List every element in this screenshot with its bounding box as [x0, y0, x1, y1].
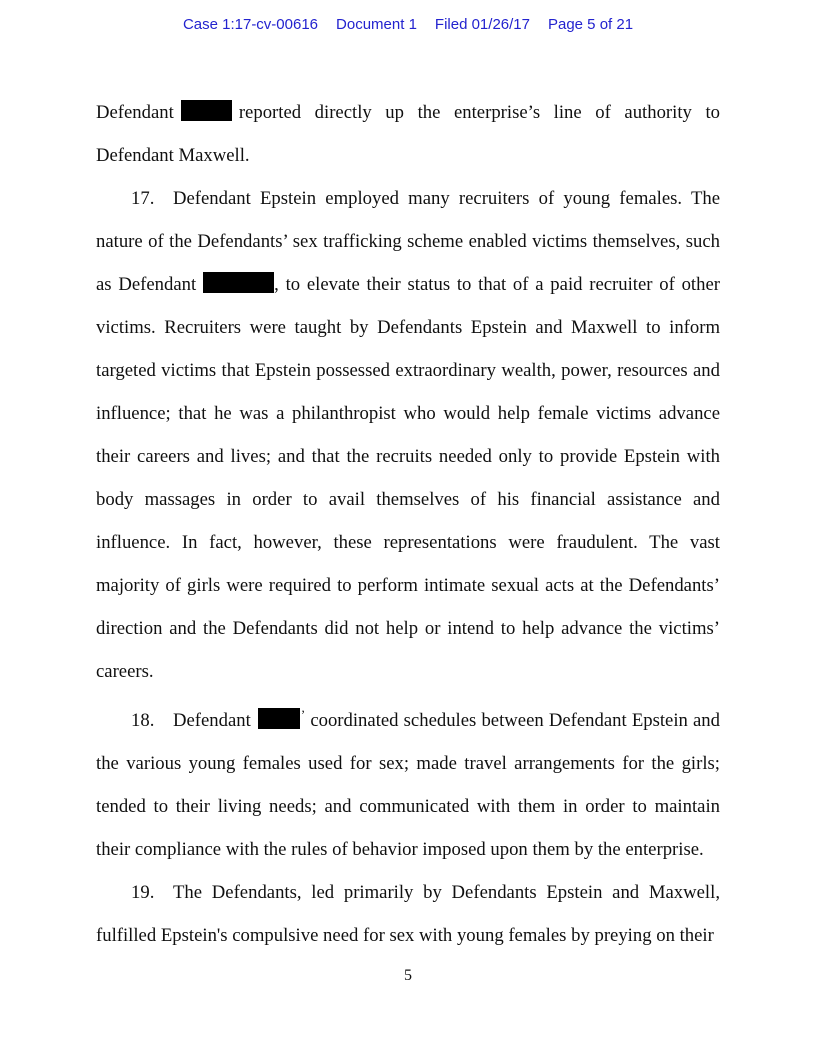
document-body — [96, 91, 720, 957]
page-number: 5 — [404, 967, 412, 984]
text-run: coordinated schedules between Defendant Epstein and the various young females used for sex; made travel arrangements for the girls; tended to their living needs; and communicated with them in order to maintain their compliance with the rules of behavior imposed upon them by the enterprise. — [96, 710, 720, 860]
paragraph-17 — [96, 177, 720, 693]
stamp-page-of: Page 5 of 21 — [547, 16, 634, 33]
text-run: The Defendants, led primarily by Defendants Epstein and Maxwell, fulfilled Epstein's compulsive need for sex with young females by preying on their — [96, 882, 720, 946]
page-number-footer — [0, 967, 816, 985]
text-run: reported directly up the enterprise’s line of authority to Defendant Maxwell. — [96, 102, 720, 166]
stamp-case-number: Case 1:17-cv-00616 — [182, 16, 319, 33]
paragraph-number: 18. — [131, 710, 155, 731]
redaction-box — [203, 272, 274, 293]
text-run: Defendant Epstein employed many recruiters of young females. The nature of the Defendants’ sex trafficking scheme enabled victims themselves, such as Defendant — [96, 188, 720, 295]
paragraph-number: 19. — [131, 882, 155, 903]
paragraph-18 — [96, 693, 720, 871]
stamp-filed-date: Filed 01/26/17 — [434, 16, 530, 33]
text-run: , to elevate their status to that of a paid recruiter of other victims. Recruiters were taught by Defendants Epstein and Maxwell to inform targeted victims that Epstein possessed extraordinary wealth, power, resources and influence; that he was a philanthropist who would help female victims advance their careers and lives; and that the recruits needed only to provide Epstein with body massages in order to avail themselves of his financial assistance and influence. In fact, however, these representations were fraudulent. The vast majority of girls were required to perform intimate sexual acts at the Defendants’ direction and the Defendants did not help or intend to help advance the victims’ careers. — [96, 274, 720, 682]
paragraph-number: 17. — [131, 188, 155, 209]
court-stamp-header — [0, 16, 816, 34]
paragraph-19 — [96, 871, 720, 957]
stamp-document-number: Document 1 — [336, 16, 417, 33]
paragraph-16-continuation — [96, 91, 720, 177]
redaction-box — [181, 100, 232, 121]
redaction-box — [258, 708, 300, 729]
text-run: Defendant — [173, 710, 251, 731]
redaction-artifact-mark: ’ — [300, 707, 306, 722]
text-run: Defendant — [96, 102, 174, 123]
